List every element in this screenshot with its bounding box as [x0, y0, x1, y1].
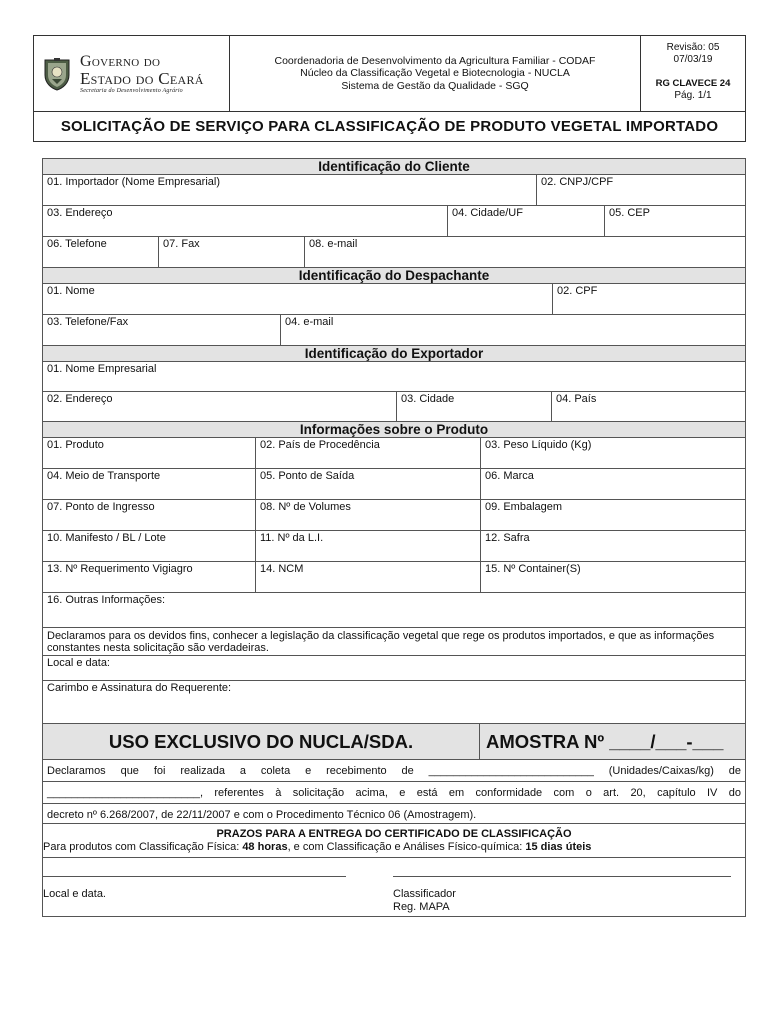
local-data-signature-line[interactable]	[43, 876, 346, 877]
field-numero-li[interactable]: 11. Nº da L.I.	[256, 531, 481, 561]
field-numero-volumes[interactable]: 08. Nº de Volumes	[256, 500, 481, 530]
classificador-title: Classificador	[393, 888, 456, 900]
classificador-signature-line[interactable]	[393, 876, 731, 877]
field-requerimento-vigiagro[interactable]: 13. Nº Requerimento Vigiagro	[43, 562, 256, 592]
deadlines-text	[43, 841, 745, 854]
field-endereco[interactable]: 03. Endereço	[43, 206, 448, 236]
page-number: Pág. 1/1	[674, 90, 712, 101]
field-pais-procedencia[interactable]: 02. País de Procedência	[256, 438, 481, 468]
request-form	[42, 158, 746, 917]
field-peso-liquido[interactable]: 03. Peso Líquido (Kg)	[485, 439, 592, 451]
field-cnpj-cpf[interactable]: 02. CNPJ/CPF	[541, 176, 614, 188]
field-local-data[interactable]: Local e data:	[43, 656, 745, 681]
field-despachante-email[interactable]: 04. e-mail	[285, 316, 334, 328]
field-despachante-nome[interactable]: 01. Nome	[43, 284, 553, 314]
field-exportador-endereco[interactable]: 02. Endereço	[43, 392, 397, 421]
collection-declaration-line1: Declaramos que foi realizada a coleta e recebimento de ___________________________ (Unidades/Caixas/kg) de	[43, 760, 745, 782]
org-line2: Núcleo da Classificação Vegetal e Biotecnologia - NUCLA	[300, 67, 570, 80]
deadline-physical-label: Para produtos com Classificação Física:	[43, 841, 243, 853]
field-telefone[interactable]: 06. Telefone	[43, 237, 159, 267]
collection-declaration-line2: _________________________, referentes à solicitação acima, e está em conformidade com o art. 20, capítulo IV do	[43, 782, 745, 804]
revision-info	[641, 36, 745, 111]
field-meio-transporte[interactable]: 04. Meio de Transporte	[43, 469, 256, 499]
field-cep[interactable]: 05. CEP	[609, 207, 650, 219]
deadline-chemical-value: 15 dias úteis	[525, 841, 592, 853]
uso-exclusivo-row	[43, 724, 745, 760]
field-ponto-ingresso[interactable]: 07. Ponto de Ingresso	[43, 500, 256, 530]
field-fax[interactable]: 07. Fax	[159, 237, 305, 267]
organization-info	[230, 36, 641, 111]
field-manifesto[interactable]: 10. Manifesto / BL / Lote	[43, 531, 256, 561]
field-container[interactable]: 15. Nº Container(S)	[485, 563, 581, 575]
collection-declaration-line3: decreto nº 6.268/2007, de 22/11/2007 e com o Procedimento Técnico 06 (Amostragem).	[43, 804, 745, 824]
field-marca[interactable]: 06. Marca	[485, 470, 534, 482]
field-despachante-cpf[interactable]: 02. CPF	[557, 285, 598, 297]
revision-label: Revisão: 05	[666, 42, 720, 53]
field-despachante-telefone-fax[interactable]: 03. Telefone/Fax	[43, 315, 281, 345]
field-embalagem[interactable]: 09. Embalagem	[485, 501, 563, 513]
document-title: SOLICITAÇÃO DE SERVIÇO PARA CLASSIFICAÇÃO DE PRODUTO VEGETAL IMPORTADO	[33, 112, 746, 142]
field-email[interactable]: 08. e-mail	[309, 238, 358, 250]
revision-date: 07/03/19	[673, 54, 713, 65]
signature-local-data-label: Local e data.	[43, 888, 106, 900]
deadlines-title: PRAZOS PARA A ENTREGA DO CERTIFICADO DE CLASSIFICAÇÃO	[216, 828, 572, 840]
state-seal-icon	[42, 57, 72, 91]
amostra-number-field[interactable]: AMOSTRA Nº ____/___-___	[486, 731, 724, 752]
field-exportador-pais[interactable]: 04. País	[556, 393, 597, 405]
gov-line2: Estado do Ceará	[80, 69, 204, 88]
deadline-physical-value: 48 horas	[242, 841, 288, 853]
uso-exclusivo-title: USO EXCLUSIVO DO NUCLA/SDA.	[43, 724, 480, 759]
field-ponto-saida[interactable]: 05. Ponto de Saída	[256, 469, 481, 499]
field-ncm[interactable]: 14. NCM	[256, 562, 481, 592]
org-line3: Sistema de Gestão da Qualidade - SGQ	[341, 79, 529, 92]
declaration-text: Declaramos para os devidos fins, conhecer a legislação da classificação vegetal que rege os produtos importados, e que as informações constantes nesta solicitação são verdadeiras.	[43, 628, 745, 656]
document-code: RG CLAVECE 24	[655, 78, 731, 89]
deadlines-block	[43, 824, 745, 858]
signatures-block	[43, 858, 745, 916]
field-exportador-nome[interactable]: 01. Nome Empresarial	[47, 363, 157, 375]
field-produto[interactable]: 01. Produto	[43, 438, 256, 468]
gov-line3: Secretaria do Desenvolvimento Agrário	[80, 88, 183, 94]
classificador-label	[393, 888, 456, 914]
gov-line1: Governo do	[80, 53, 161, 70]
government-logo	[34, 36, 230, 111]
field-safra[interactable]: 12. Safra	[485, 532, 530, 544]
section-exportador-heading: Identificação do Exportador	[43, 346, 745, 362]
document-header	[33, 35, 746, 112]
org-line1: Coordenadoria de Desenvolvimento da Agricultura Familiar - CODAF	[274, 54, 596, 67]
field-importador[interactable]: 01. Importador (Nome Empresarial)	[43, 175, 537, 205]
deadline-chemical-label: , e com Classificação e Análises Físico-química:	[287, 841, 526, 853]
field-outras-informacoes[interactable]: 16. Outras Informações:	[47, 594, 165, 606]
field-exportador-cidade[interactable]: 03. Cidade	[397, 392, 552, 421]
section-produto-heading: Informações sobre o Produto	[43, 422, 745, 438]
section-despachante-heading: Identificação do Despachante	[43, 268, 745, 284]
section-cliente-heading: Identificação do Cliente	[43, 159, 745, 175]
field-carimbo-assinatura[interactable]: Carimbo e Assinatura do Requerente:	[43, 681, 745, 724]
field-cidade-uf[interactable]: 04. Cidade/UF	[448, 206, 605, 236]
registro-mapa: Reg. MAPA	[393, 901, 450, 913]
